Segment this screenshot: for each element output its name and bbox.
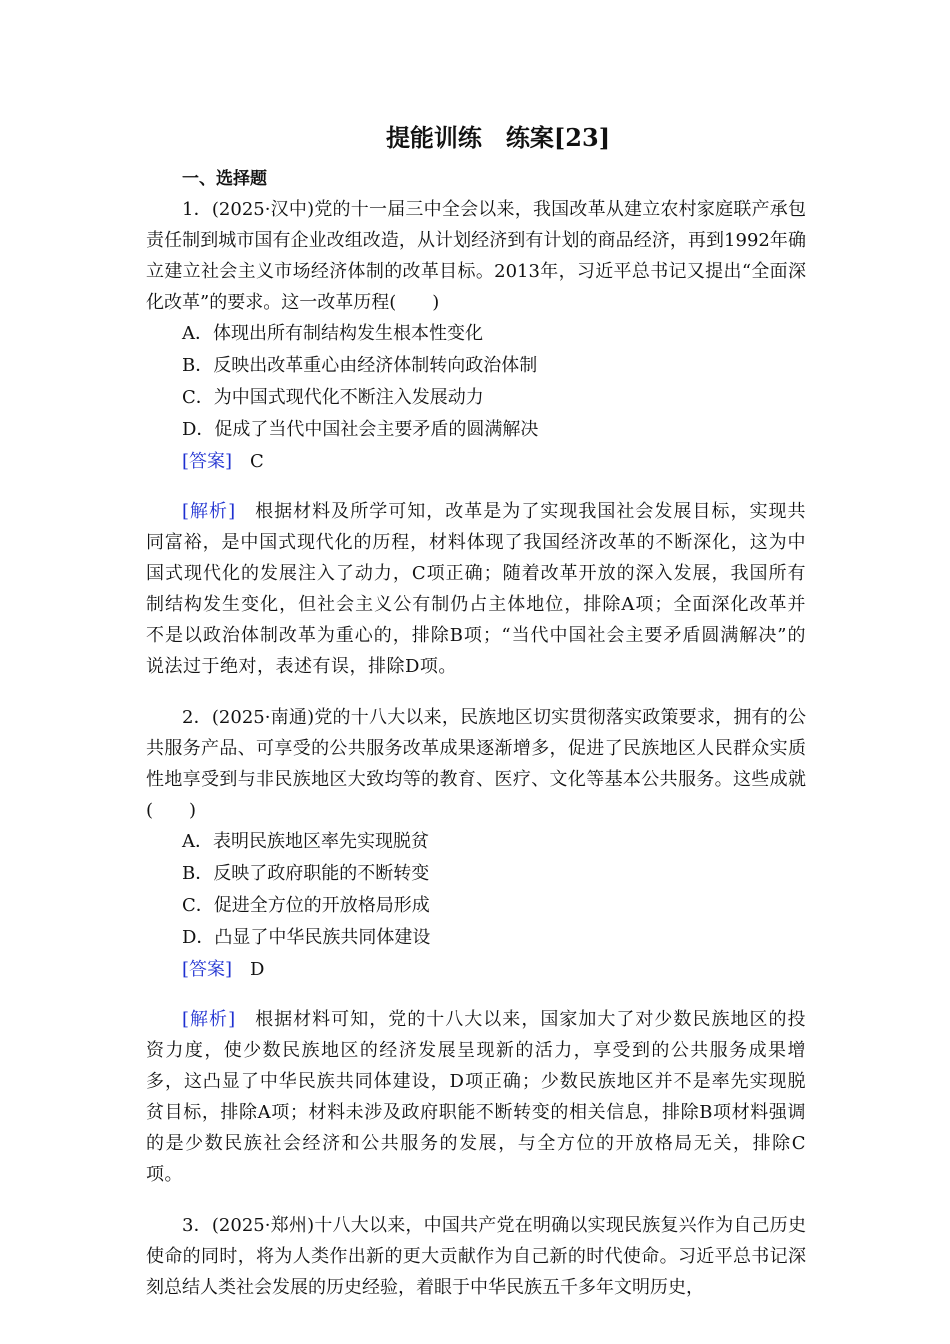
analysis-tag: [解析]: [182, 1009, 236, 1030]
analysis-tag: [解析]: [182, 501, 236, 522]
answer-tag: [答案]: [182, 451, 233, 472]
analysis-paragraph: [146, 1004, 806, 1190]
question-stem: 1．(2025·汉中)党的十一届三中全会以来，我国改革从建立农村家庭联产承包责任制到城市国有企业改组改造，从计划经济到有计划的商品经济，再到1992年确立建立社会主义市场经济体制的改革目标。2013年，习近平总书记又提出“全面深化改革”的要求。这一改革历程( ): [146, 199, 806, 313]
question-3: [146, 1210, 806, 1303]
option-b: B．反映了政府职能的不断转变: [182, 863, 430, 884]
option-c: C．为中国式现代化不断注入发展动力: [182, 387, 484, 408]
question-stem: 2．(2025·南通)党的十八大以来，民族地区切实贯彻落实政策要求，拥有的公共服务产品、可享受的公共服务改革成果逐渐增多，促进了民族地区人民群众实质性地享受到与非民族地区大致均等的教育、医疗、文化等基本公共服务。这些成就( ): [146, 707, 806, 821]
section-heading: 一、选择题: [182, 169, 267, 189]
option-a: A．体现出所有制结构发生根本性变化: [182, 323, 483, 344]
answer-line: [182, 954, 806, 986]
analysis-paragraph: [146, 496, 806, 682]
analysis-text: 根据材料及所学可知，改革是为了实现我国社会发展目标，实现共同富裕，是中国式现代化的历程，材料体现了我国经济改革的不断深化，这为中国式现代化的发展注入了动力，C项正确；随着改革开放的深入发展，我国所有制结构发生变化，但社会主义公有制仍占主体地位，排除A项；全面深化改革并不是以政治体制改革为重心的，排除B项；“当代中国社会主要矛盾圆满解决”的说法过于绝对，表述有误，排除D项。: [146, 501, 807, 677]
answer-value: D: [250, 959, 265, 980]
option-a: A．表明民族地区率先实现脱贫: [182, 831, 429, 852]
option-d: D．促成了当代中国社会主要矛盾的圆满解决: [182, 419, 539, 440]
option-c: C．促进全方位的开放格局形成: [182, 895, 430, 916]
question-2: [146, 702, 806, 1190]
answer-value: C: [250, 451, 264, 472]
answer-tag: [答案]: [182, 959, 233, 980]
question-stem: 3．(2025·郑州)十八大以来，中国共产党在明确以实现民族复兴作为自己历史使命的同时，将为人类作出新的更大贡献作为自己新的时代使命。习近平总书记深刻总结人类社会发展的历史经验，着眼于中华民族五千多年文明历史，: [146, 1215, 806, 1298]
document-page: [146, 118, 806, 1303]
question-1: [146, 194, 806, 682]
option-b: B．反映出改革重心由经济体制转向政治体制: [182, 355, 538, 376]
option-d: D．凸显了中华民族共同体建设: [182, 927, 431, 948]
analysis-text: 根据材料可知，党的十八大以来，国家加大了对少数民族地区的投资力度，使少数民族地区的经济发展呈现新的活力，享受到的公共服务成果增多，这凸显了中华民族共同体建设，D项正确；少数民族地区并不是率先实现脱贫目标，排除A项；材料未涉及政府职能不断转变的相关信息，排除B项材料强调的是少数民族社会经济和公共服务的发展，与全方位的开放格局无关，排除C项。: [146, 1009, 807, 1185]
answer-line: [182, 446, 806, 478]
page-title: 提能训练 练案[23]: [385, 123, 611, 152]
